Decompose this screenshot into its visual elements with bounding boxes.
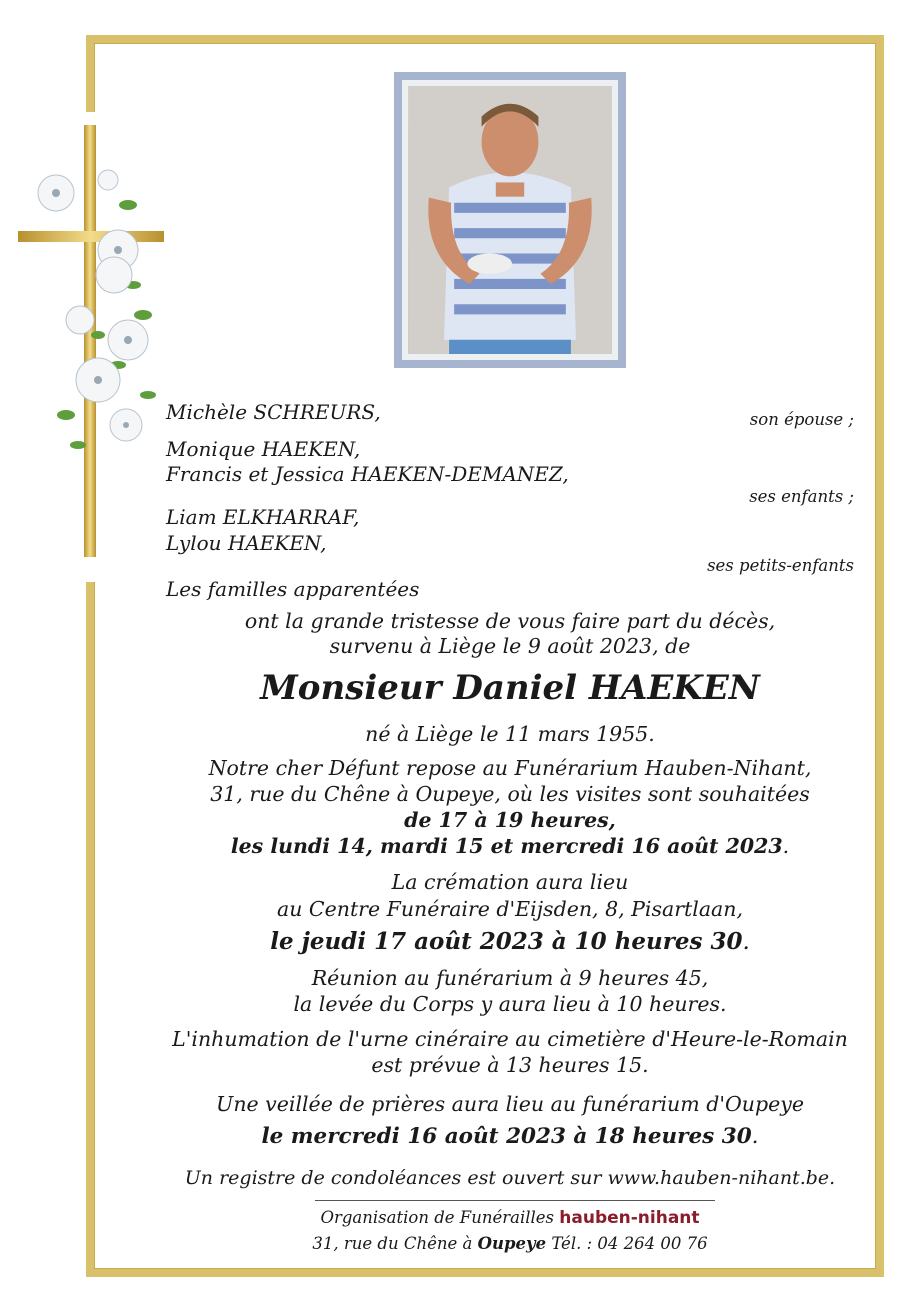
cremation-line-1: La crémation aura lieu [391,870,629,894]
deceased-name: Monsieur Daniel HAEKEN [260,668,760,708]
vigil-date-line: le mercredi 16 août 2023 à 18 heures 30. [261,1124,759,1149]
address-line [160,1234,860,1253]
vigil-line: Une veillée de prières aura lieu au funérarium d'Oupeye [216,1092,804,1116]
rest-line-1: Notre cher Défunt repose au Funérarium Hauben-Nihant, [208,756,812,780]
brand-logo: hauben-nihant [559,1208,700,1228]
organisation-line [160,1208,860,1228]
grandchild-name-1: Liam ELKHARRAF, [166,505,360,529]
child-name-2: Francis et Jessica HAEKEN-DEMANEZ, [166,462,569,486]
grandchild-name-2: Lylou HAEKEN, [166,531,327,555]
birth-line: né à Liège le 11 mars 1955. [365,722,655,746]
cremation-line-2: au Centre Funéraire d'Eijsden, 8, Pisartlaan, [276,897,743,921]
portrait-photo-frame [394,72,626,368]
footer-divider [315,1200,715,1201]
vigil-date: le mercredi 16 août 2023 à 18 heures 30 [261,1124,752,1149]
portrait-photo [408,86,612,354]
spouse-name: Michèle SCHREURS, [166,400,381,424]
visit-days: les lundi 14, mardi 15 et mercredi 16 août 2023 [230,834,783,858]
person-icon [408,86,612,354]
announcement-line-2: survenu à Liège le 9 août 2023, de [329,634,691,658]
cross-with-flowers-icon [18,125,164,565]
children-relation: ses enfants ; [749,487,854,506]
spouse-relation: son épouse ; [749,410,854,429]
urn-line-1: L'inhumation de l'urne cinéraire au cimetière d'Heure-le-Romain [172,1027,848,1051]
phone-number: Tél. : 04 264 00 76 [551,1234,708,1253]
registry-line: Un registre de condoléances est ouvert sur www.hauben-nihant.be. [184,1167,836,1189]
urn-line-2: est prévue à 13 heures 15. [371,1053,649,1077]
cremation-date-line: le jeudi 17 août 2023 à 10 heures 30. [270,928,750,955]
meeting-line-2: la levée du Corps y aura lieu à 10 heures. [293,992,727,1016]
visit-hours: de 17 à 19 heures, [404,808,616,832]
rest-line-2: 31, rue du Chêne à Oupeye, où les visites sont souhaitées [210,782,810,806]
announcement-line-1: ont la grande tristesse de vous faire part du décès, [244,609,776,633]
address-city: Oupeye [477,1234,547,1253]
organisation-prefix: Organisation de Funérailles [320,1208,555,1227]
address-prefix: 31, rue du Chêne à [312,1234,473,1253]
visit-days-line: les lundi 14, mardi 15 et mercredi 16 août 2023. [230,834,790,858]
relatives-line: Les familles apparentées [166,577,420,601]
meeting-line-1: Réunion au funérarium à 9 heures 45, [311,966,709,990]
cremation-date: le jeudi 17 août 2023 à 10 heures 30 [270,928,743,955]
grandchildren-relation: ses petits-enfants [707,556,854,575]
child-name-1: Monique HAEKEN, [166,437,361,461]
